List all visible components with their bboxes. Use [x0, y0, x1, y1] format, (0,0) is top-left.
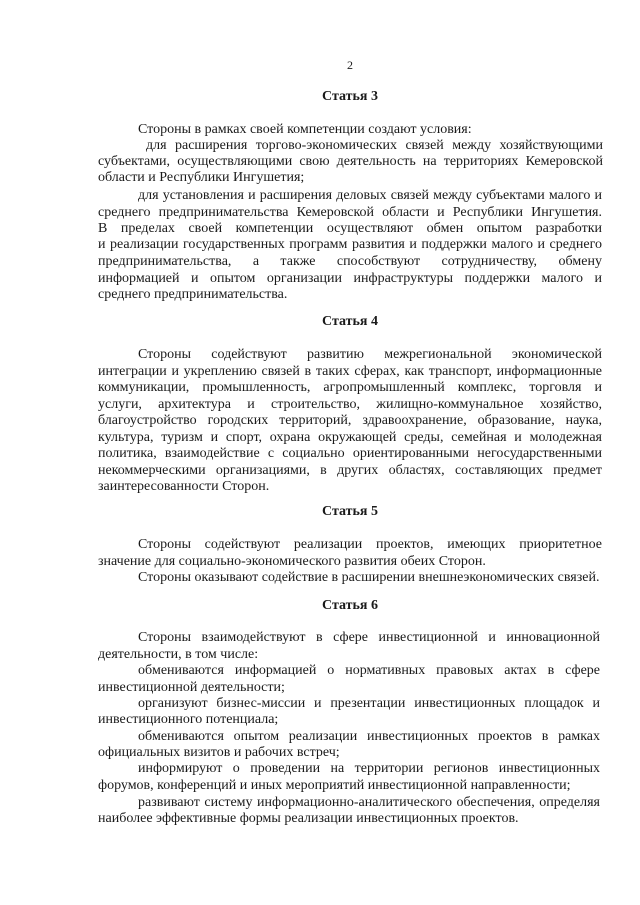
paragraph-line: некоммерческими организациями, в других областях, составляющих предмет [98, 463, 602, 478]
paragraph-line: Стороны в рамках своей компетенции создают условия: [138, 122, 472, 137]
paragraph-line: Стороны взаимодействуют в сфере инвестиционной и инновационной [138, 630, 600, 645]
paragraph-line: обмениваются информацией о нормативных правовых актах в сфере [138, 663, 600, 678]
paragraph-line: интеграции и укреплению связей в таких сферах, как транспорт, информационные [98, 364, 602, 379]
paragraph-line: культура, туризм и спорт, охрана окружающей среды, семейная и молодежная [98, 430, 602, 445]
paragraph-line: услуги, архитектура и строительство, жилищно-коммунальное хозяйство, [98, 397, 602, 412]
article-5-title: Статья 5 [322, 504, 378, 519]
paragraph-line: информируют о проведении на территории регионов инвестиционных [138, 761, 600, 776]
article-4-title: Статья 4 [322, 314, 378, 329]
paragraph-line: наиболее эффективные формы реализации инвестиционных проектов. [98, 811, 519, 826]
article-3-title: Статья 3 [322, 89, 378, 104]
paragraph-line: инвестиционной деятельности; [98, 680, 285, 695]
paragraph-line: для установления и расширения деловых связей между субъектами малого и [138, 188, 602, 203]
paragraph-line: заинтересованности Сторон. [98, 479, 270, 494]
paragraph-line: Стороны оказывают содействие в расширении внешнеэкономических связей. [138, 570, 600, 585]
paragraph-line: информацией и опытом организации инфраструктуры поддержки малого и [98, 271, 602, 286]
paragraph-line: среднего предпринимательства. [98, 287, 288, 302]
paragraph-line: и реализации государственных программ развития и поддержки малого и среднего [98, 237, 602, 252]
paragraph-line: обмениваются опытом реализации инвестиционных проектов в рамках [138, 729, 600, 744]
paragraph-line: благоустройство городских территорий, здравоохранение, образование, наука, [98, 413, 602, 428]
paragraph-line: коммуникации, промышленность, агропромышленный комплекс, торговля и [98, 380, 602, 395]
paragraph-line: области и Республики Ингушетия; [98, 170, 305, 185]
paragraph-line: инвестиционного потенциала; [98, 712, 279, 727]
paragraph-line: для расширения торгово-экономических связей между хозяйствующими [146, 138, 603, 153]
paragraph-line: организуют бизнес-миссии и презентации инвестиционных площадок и [138, 696, 600, 711]
paragraph-line: среднего предпринимательства Кемеровской области и Республики Ингушетия. [98, 205, 602, 220]
page-number: 2 [347, 58, 353, 72]
paragraph-line: значение для социально-экономического развития обеих Сторон. [98, 554, 486, 569]
article-6-title: Статья 6 [322, 598, 378, 613]
paragraph-line: Стороны содействуют развитию межрегиональной экономической [138, 347, 602, 362]
paragraph-line: развивают систему информационно-аналитического обеспечения, определяя [138, 795, 600, 810]
paragraph-line: В пределах своей компетенции осуществляют обмен опытом разработки [98, 221, 602, 236]
paragraph-line: официальных визитов и рабочих встреч; [98, 745, 340, 760]
paragraph-line: Стороны содействуют реализации проектов, имеющих приоритетное [138, 537, 602, 552]
paragraph-line: предпринимательства, а также способствуют сотрудничеству, обмену [98, 254, 602, 269]
paragraph-line: субъектами, осуществляющими свою деятельность на территориях Кемеровской [98, 154, 603, 169]
paragraph-line: политика, взаимодействие с социально ориентированными негосударственными [98, 446, 602, 461]
paragraph-line: форумов, конференций и иных мероприятий инвестиционной направленности; [98, 778, 571, 793]
paragraph-line: деятельности, в том числе: [98, 647, 259, 662]
